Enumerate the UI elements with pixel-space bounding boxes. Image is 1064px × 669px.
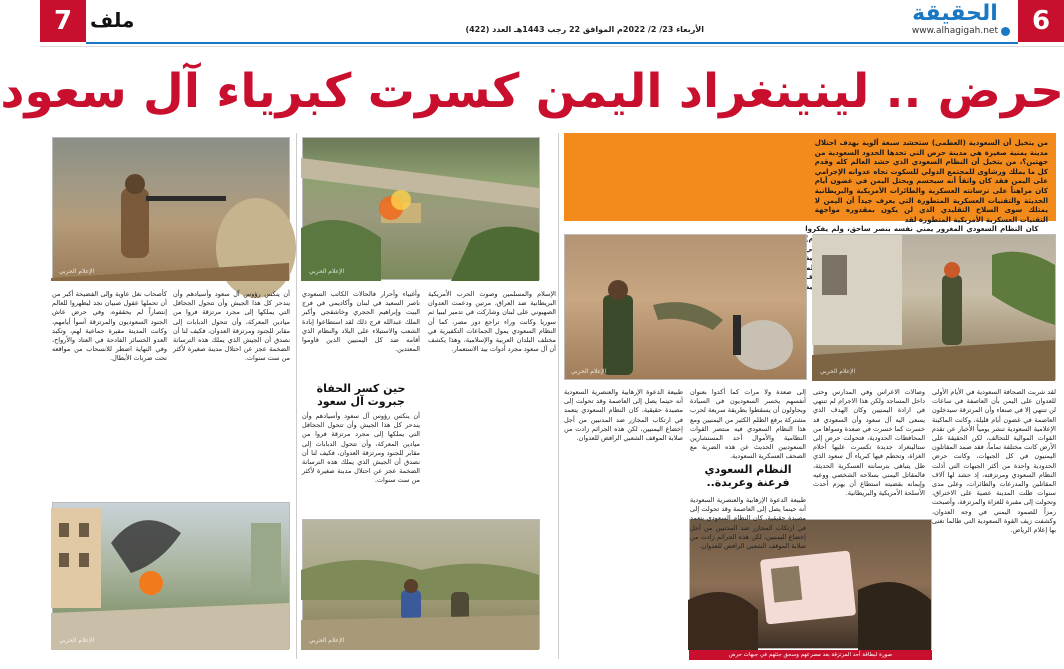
subhead-pharaoh: النظام السعودي فرعنة وعربدة.. [704, 463, 792, 489]
photo-watermark: الإعلام الحربي [309, 268, 345, 275]
page-header [40, 0, 1064, 46]
intro-left: كان النظام السعودي المغرور يمني نفسه بنصر ساحق، ولم يفكروا في لم [805, 225, 1039, 272]
headline: حرض .. لينينغراد اليمن كسرت كبرياء آل سعود [0, 64, 1064, 119]
photo-fallen-soldiers [564, 234, 807, 380]
photo-burning-vehicle-illustration [301, 138, 539, 281]
photo-caption: صورة لبطاقة أحد المرتزقة بعد مصرعهم وسحق جثثهم في جبهات حرض [689, 650, 932, 660]
photo-fighters-building-illustration [812, 235, 1055, 381]
photo-watermark: الإعلام الحربي [59, 268, 95, 275]
globe-icon [1001, 27, 1010, 36]
logo-text: الحقيقة [912, 1, 998, 26]
photo-sniper-illustration [51, 138, 289, 281]
column-6: وأغبياء وأحرار فالحالات الكاتب السعودي ناصر السعيد في لبنان وأكاديمي في فرج البيت وإبراهيم الحجري وخاشقجي وأكبر الملك عبدالله فرج ذلك لقد استطاعوا إبادة الشعب والاستيلاء على البلاد والنظام الذي أقامه ضد كل اليمنيين الذين قاوموا المعتدين. [302, 290, 420, 354]
photo-sniper [52, 137, 290, 280]
masthead-logo[interactable] [900, 2, 1010, 42]
column-3: إلى صعدة ولا مرات كما أكدوا بعنوان أنفسهم يخسر السعوديون في السيادة ويحاولون أن يسقطوا بطريقة سريعة لحرب مشتركة برفع الظلم الكثير من اليمنيين ومع هذا النظام السعودي فيه منتصر القوات النظامية والأموال أحد المستشارين السعوديين الحديث عن هذه الضربة مع الصحف العسكرية السعودية. [690, 388, 806, 461]
issue-dateline: الأربعاء 23/ 2/ 2022م الموافق 22 رجب 1443هـ العدد (422) [465, 25, 704, 34]
column-divider [296, 133, 297, 659]
photo-fighters-field-illustration [301, 520, 539, 650]
photo-burning-town-illustration [51, 503, 289, 650]
site-url[interactable]: www.alhagigah.net [911, 26, 998, 36]
photo-watermark: الإعلام الحربي [309, 637, 345, 644]
column-5: الإسلام والمسلمين وصوت الحرب الأمريكية البريطانية ضد العراق، مرتين ودعمت العدوان الصهيوني على لبنان وشاركت في تدمير ليبيا ثم سوريا وكانت وراء تراجع دور مصر، كما أن النظام السعودي يمول الجماعات التكفيرية في مختلف البلدان العربية والإسلامية، وهذا يكشف أن آل سعود مجرد أدوات بيد الاستعمار. [428, 290, 556, 354]
photo-fighters-building [813, 234, 1056, 380]
photo-watermark: الإعلام الحربي [820, 368, 856, 375]
column-1: لقد شربت الصحافة السعودية في الأيام الأولى للعدوان على اليمن بأن العاصفة في ساعات لن تنتهي إلا في صنعاء وأن المرتزقة سيدخلون العاصمة في غضون أيام قليلة، وكانت الماكينة الإعلامية السعودية تنشر يومياً الأخبار عن تقدم القوات الموالية للتحالف، لكن الحقيقة على الأرض كانت مختلفة تماماً، فقد صمد المقاتلون اليمنيون في كل الجبهات، وكانت حرض الحدودية واحدة من أكثر الجبهات التي أذلت النظام السعودي ومرتزقته، إذ حشد لها آلاف المقاتلين والمدرعات والطائرات، وعلى مدى سنوات ظلت المدينة عصية على الاختراق، وتحولت إلى مقبرة للغزاة والمرتزقة، وأصبحت رمزاً للصمود اليمني في وجه العدوان، وكشفت زيف القوة السعودية التي طالما تغنى بها إعلام الرياض. [932, 388, 1056, 535]
column-4: طبيعة الدعوة الإرهابية والعنصرية السعودية أنه حينما يصل إلى العاصمة وقد تحولت إلى مصيدة حقيقية، كان النظام السعودي يتعمد في ارتكاب المجازر ضد المدنيين من أجل إخضاع اليمنيين، لكن هذه الجرائم زادت من صلابة الموقف الشعبي الرافض للعدوان. [564, 388, 683, 443]
section-label: ملف [90, 8, 135, 32]
photo-watermark: الإعلام الحربي [59, 637, 95, 644]
column-3b: طبيعة الدعوة الإرهابية والعنصرية السعودية أنه حينما يصل إلى العاصمة وقد تحولت إلى مصيدة حقيقية، كان النظام السعودي يتعمد في ارتكاب المجازر ضد المدنيين من أجل إخضاع اليمنيين، لكن هذه الجرائم زادت من صلابة الموقف الشعبي الرافض للعدوان. [690, 496, 806, 551]
photo-burning-town [52, 502, 290, 649]
intro-right: من يتخيل أن السعودية (العظمى) ستحشد سبعة ألوية بهدف احتلال مدينة يمنية صغيرة هي مدينة حرض التي تحدها الحدود السعودية من جهتين؟، من يتخيل أن النظام السعودي الذي حشد العالم كله وقدم كل ما يملك ورشاوى للمجتمع الدولي للسكوت تجاه عدوانه الإجرامي على اليمن فقد كان واثقاً أنه سيحسم ويحتل اليمن في غضون أيام كان مراهناً على ترسانته العسكرية والطائرات الأمريكية والبريطانية الحديثة والتقنيات العسكرية المتطورة التي يعرف جيداً أن اليمن لا يمتلك سوى السلاح التقليدي الذي لن يكون بمقدوره مواجهة التقنيات العسكرية الأمريكية المتطورة لقد [814, 139, 1048, 224]
photo-watermark: الإعلام الحربي [571, 368, 607, 375]
intro-box [564, 133, 1056, 272]
header-divider [40, 46, 1064, 47]
column-6b: أن ينكس رؤوس آل سعود وأسيادهم وأن يندحر كل هذا الجيش وأن تتحول الجحافل التي يملكها إلى مجرد مرتزقة فروا من ميادين المعركة، وأن تتحول الدبابات إلى مقابر للجنود ومرتزقة العدوان، فكيف لنا أن نصدق أن الجيش الذي يملك هذه الترسانة الضخمة عجز عن احتلال مدينة صغيرة لأكثر من ست سنوات. [302, 412, 420, 485]
page-number-left: 7 [40, 0, 86, 42]
column-8: كأصحاب نغل عاوية وإلى الفضيحة أكبر من أن تحملها عقول صبيان نجد ليظهروا للعالم إنتصاراً لم يحققوه، وفي حرض عاش الجنود السعوديون والمرتزقة أسوأ أيامهم، وكانت المدينة مقبرة جماعية لهم، وتكبد العدو الخسائر الفادحة في العتاد والأرواح، وفي النهاية اضطر للانسحاب من مواقعه تحت ضربات الأبطال. [52, 290, 167, 363]
photo-fallen-soldiers-illustration [563, 235, 806, 381]
column-divider [558, 133, 559, 659]
subhead-barefoot: حين كسر الحفاة جبروت آل سعود [316, 382, 406, 408]
site-url-row[interactable] [900, 26, 1010, 36]
column-7: أن ينكس رؤوس آل سعود وأسيادهم وأن يندحر كل هذا الجيش وأن تتحول الجحافل التي يملكها إلى مجرد مرتزقة فروا من ميادين المعركة، وأن تتحول الدبابات إلى مقابر للجنود ومرتزقة العدوان، فكيف لنا أن نصدق أن الجيش الذي يملك هذه الترسانة الضخمة عجز عن احتلال مدينة صغيرة لأكثر من ست سنوات. [173, 290, 290, 363]
photo-fighters-field [302, 519, 540, 649]
column-2: وصالات الاعراس وفي المدارس وحتى داخل المساجد ولكن هذا الاجرام لم تنتهي في ارادة اليمنيين وكان الهدف الذي يسعى اليه آل سعود وأن السعودي قد خسرت كما خسرت في صعدة وسواها من المحافظات الحدودية، فتحولت حرض إلى ستالينغراد جديدة تكسرت عليها أحلام الغزاة، وتحطم فيها كبرياء آل سعود الذي ظل يتباهى بترسانته العسكرية الحديثة، فالمقاتل اليمني بسلاحه الشخصي ووعيه وإيمانه بقضيته استطاع أن يهزم أحدث الأسلحة الأمريكية والبريطانية. [813, 388, 925, 498]
photo-burning-vehicle [302, 137, 540, 280]
page-number-right: 6 [1018, 0, 1064, 42]
header-rule [86, 42, 1018, 44]
